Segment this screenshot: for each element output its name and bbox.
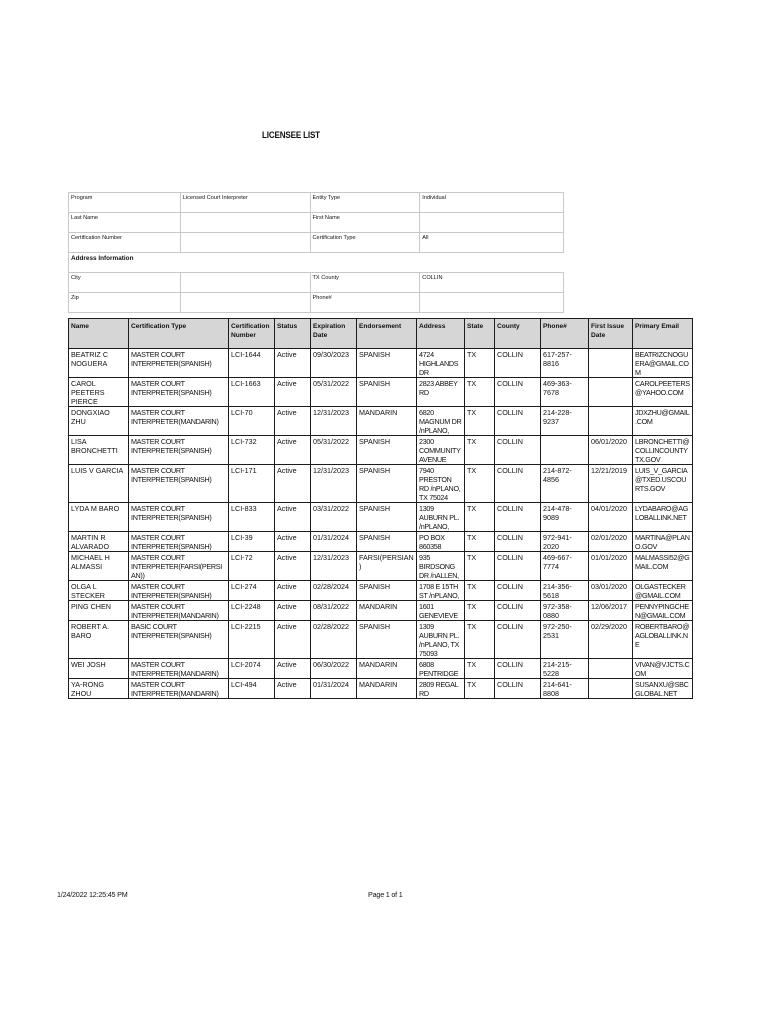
table-row — [69, 503, 693, 532]
endorsement-cell: FARSI(PERSIAN) — [357, 552, 417, 581]
expiration-date-cell: 02/28/2022 — [311, 621, 357, 659]
phone-cell — [541, 436, 589, 465]
expiration-date-cell: 06/30/2022 — [311, 659, 357, 679]
address-cell: 1601 GENEVIEVE — [417, 601, 465, 621]
certification-number-cell: LCI-1644 — [229, 349, 275, 378]
first-issue-date-cell — [589, 407, 633, 436]
state-cell: TX — [465, 532, 495, 552]
status-cell: Active — [275, 465, 311, 503]
col-header-expiration-date: Expiration Date — [311, 319, 357, 349]
tx-county-value: COLLIN — [420, 273, 564, 293]
address-cell: 2809 REGAL RD — [417, 679, 465, 699]
first-name-label: First Name — [310, 213, 420, 233]
certification-number-cell: LCI-274 — [229, 581, 275, 601]
certification-type-cell: MASTER COURT INTERPRETER(SPANISH) — [129, 581, 229, 601]
county-cell: COLLIN — [495, 532, 541, 552]
county-cell: COLLIN — [495, 378, 541, 407]
address-cell: 6808 PENTRIDGE — [417, 659, 465, 679]
primary-email-cell: SUSANXU@SBCGLOBAL.NET — [633, 679, 693, 699]
certification-type-cell: MASTER COURT INTERPRETER(MANDARIN) — [129, 407, 229, 436]
name-cell: MARTIN R ALVARADO — [69, 532, 129, 552]
licensee-table-body — [69, 349, 693, 699]
state-cell: TX — [465, 659, 495, 679]
last-name-value — [180, 213, 310, 233]
phone-value — [420, 293, 564, 313]
endorsement-cell: SPANISH — [357, 436, 417, 465]
certification-number-cell: LCI-2215 — [229, 621, 275, 659]
county-cell: COLLIN — [495, 465, 541, 503]
expiration-date-cell: 08/31/2022 — [311, 601, 357, 621]
cert-number-value — [180, 233, 310, 253]
state-cell: TX — [465, 601, 495, 621]
phone-label: Phone# — [310, 293, 420, 313]
expiration-date-cell: 12/31/2023 — [311, 407, 357, 436]
primary-email-cell: LUIS_V_GARCIA@TXED.USCOURTS.GOV — [633, 465, 693, 503]
address-cell: 1309 AUBURN PL. /nPLANO, — [417, 503, 465, 532]
certification-number-cell: LCI-70 — [229, 407, 275, 436]
certification-type-cell: MASTER COURT INTERPRETER(SPANISH) — [129, 378, 229, 407]
address-cell: 7940 PRESTON RD /nPLANO, TX 75024 — [417, 465, 465, 503]
first-issue-date-cell — [589, 349, 633, 378]
status-cell: Active — [275, 659, 311, 679]
first-name-value — [420, 213, 564, 233]
zip-value — [180, 293, 310, 313]
phone-cell: 469-363-7678 — [541, 378, 589, 407]
state-cell: TX — [465, 503, 495, 532]
name-cell: MICHAEL H ALMASSI — [69, 552, 129, 581]
table-row — [69, 621, 693, 659]
state-cell: TX — [465, 621, 495, 659]
cert-type-value: All — [420, 233, 564, 253]
name-cell: CAROL PEETERS PIERCE — [69, 378, 129, 407]
status-cell: Active — [275, 349, 311, 378]
primary-email-cell: CAROLPEETERS@YAHOO.COM — [633, 378, 693, 407]
primary-email-cell: VIVAN@VJCTS.COM — [633, 659, 693, 679]
cert-type-label: Certification Type — [310, 233, 420, 253]
state-cell: TX — [465, 465, 495, 503]
first-issue-date-cell: 02/29/2020 — [589, 621, 633, 659]
col-header-status: Status — [275, 319, 311, 349]
county-cell: COLLIN — [495, 503, 541, 532]
first-issue-date-cell: 06/01/2020 — [589, 436, 633, 465]
phone-cell: 214-872-4856 — [541, 465, 589, 503]
col-header-name: Name — [69, 319, 129, 349]
col-header-phone: Phone# — [541, 319, 589, 349]
status-cell: Active — [275, 581, 311, 601]
address-cell: PO BOX 860358 — [417, 532, 465, 552]
endorsement-cell: SPANISH — [357, 378, 417, 407]
primary-email-cell: MARTINA@PLANO.GOV — [633, 532, 693, 552]
criteria-row-city — [69, 273, 564, 293]
certification-type-cell: BASIC COURT INTERPRETER(SPANISH) — [129, 621, 229, 659]
expiration-date-cell: 05/31/2022 — [311, 436, 357, 465]
address-cell: 6820 MAGNUM DR /nPLANO, — [417, 407, 465, 436]
expiration-date-cell: 12/31/2023 — [311, 465, 357, 503]
primary-email-cell: ROBERTBARO@AGLOBALLINK.NE — [633, 621, 693, 659]
col-header-endorsement: Endorsement — [357, 319, 417, 349]
table-row — [69, 601, 693, 621]
name-cell: YA-RONG ZHOU — [69, 679, 129, 699]
county-cell: COLLIN — [495, 621, 541, 659]
county-cell: COLLIN — [495, 679, 541, 699]
state-cell: TX — [465, 552, 495, 581]
endorsement-cell: SPANISH — [357, 465, 417, 503]
phone-cell: 214-641-8808 — [541, 679, 589, 699]
endorsement-cell: MANDARIN — [357, 601, 417, 621]
expiration-date-cell: 01/31/2024 — [311, 532, 357, 552]
county-cell: COLLIN — [495, 601, 541, 621]
first-issue-date-cell — [589, 378, 633, 407]
address-section-heading: Address Information — [69, 253, 564, 273]
expiration-date-cell: 03/31/2022 — [311, 503, 357, 532]
licensee-table — [68, 318, 693, 699]
status-cell: Active — [275, 378, 311, 407]
primary-email-cell: BEATRIZCNOGUERA@GMAIL.COM — [633, 349, 693, 378]
city-value — [180, 273, 310, 293]
phone-cell: 972-941-2020 — [541, 532, 589, 552]
endorsement-cell: SPANISH — [357, 581, 417, 601]
endorsement-cell: MANDARIN — [357, 659, 417, 679]
entity-type-value: Individual — [420, 193, 564, 213]
state-cell: TX — [465, 679, 495, 699]
name-cell: LUIS V GARCIA — [69, 465, 129, 503]
county-cell: COLLIN — [495, 349, 541, 378]
name-cell: PING CHEN — [69, 601, 129, 621]
name-cell: LYDA M BARO — [69, 503, 129, 532]
last-name-label: Last Name — [69, 213, 181, 233]
city-label: City — [69, 273, 181, 293]
status-cell: Active — [275, 679, 311, 699]
address-cell: 2823 ABBEY RD — [417, 378, 465, 407]
certification-type-cell: MASTER COURT INTERPRETER(MANDARIN) — [129, 679, 229, 699]
status-cell: Active — [275, 532, 311, 552]
state-cell: TX — [465, 407, 495, 436]
certification-type-cell: MASTER COURT INTERPRETER(SPANISH) — [129, 465, 229, 503]
certification-number-cell: LCI-2074 — [229, 659, 275, 679]
expiration-date-cell: 09/30/2023 — [311, 349, 357, 378]
primary-email-cell: OLGASTECKER@GMAIL.COM — [633, 581, 693, 601]
status-cell: Active — [275, 552, 311, 581]
expiration-date-cell: 01/31/2024 — [311, 679, 357, 699]
state-cell: TX — [465, 581, 495, 601]
certification-number-cell: LCI-833 — [229, 503, 275, 532]
zip-label: Zip — [69, 293, 181, 313]
criteria-row-address-heading — [69, 253, 564, 273]
certification-type-cell: MASTER COURT INTERPRETER(MANDARIN) — [129, 601, 229, 621]
table-header-row — [69, 319, 693, 349]
primary-email-cell: JDXZHU@GMAIL.COM — [633, 407, 693, 436]
county-cell: COLLIN — [495, 552, 541, 581]
endorsement-cell: SPANISH — [357, 349, 417, 378]
entity-type-label: Entity Type — [310, 193, 420, 213]
first-issue-date-cell: 12/06/2017 — [589, 601, 633, 621]
certification-number-cell: LCI-1663 — [229, 378, 275, 407]
expiration-date-cell: 02/28/2024 — [311, 581, 357, 601]
status-cell: Active — [275, 503, 311, 532]
criteria-row-certification — [69, 233, 564, 253]
first-issue-date-cell: 04/01/2020 — [589, 503, 633, 532]
certification-type-cell: MASTER COURT INTERPRETER(FARSI(PERSIAN)) — [129, 552, 229, 581]
address-cell: 1708 E 15TH ST /nPLANO, — [417, 581, 465, 601]
name-cell: OLGA L STECKER — [69, 581, 129, 601]
endorsement-cell: SPANISH — [357, 621, 417, 659]
state-cell: TX — [465, 349, 495, 378]
county-cell: COLLIN — [495, 581, 541, 601]
phone-cell: 214-228-9237 — [541, 407, 589, 436]
table-row — [69, 378, 693, 407]
certification-type-cell: MASTER COURT INTERPRETER(SPANISH) — [129, 436, 229, 465]
table-row — [69, 465, 693, 503]
criteria-row-name — [69, 213, 564, 233]
col-header-county: County — [495, 319, 541, 349]
certification-type-cell: MASTER COURT INTERPRETER(MANDARIN) — [129, 659, 229, 679]
program-value: Licensed Court Interpreter — [180, 193, 310, 213]
phone-cell: 972-358-0880 — [541, 601, 589, 621]
table-row — [69, 436, 693, 465]
table-row — [69, 659, 693, 679]
name-cell: LISA BRONCHETTI — [69, 436, 129, 465]
phone-cell: 214-215-5228 — [541, 659, 589, 679]
certification-type-cell: MASTER COURT INTERPRETER(SPANISH) — [129, 349, 229, 378]
state-cell: TX — [465, 436, 495, 465]
col-header-certification-type: Certification Type — [129, 319, 229, 349]
status-cell: Active — [275, 621, 311, 659]
name-cell: ROBERT A. BARO — [69, 621, 129, 659]
search-criteria-table — [68, 192, 564, 313]
first-issue-date-cell — [589, 659, 633, 679]
county-cell: COLLIN — [495, 436, 541, 465]
phone-cell: 469-667-7774 — [541, 552, 589, 581]
certification-number-cell: LCI-171 — [229, 465, 275, 503]
certification-type-cell: MASTER COURT INTERPRETER(SPANISH) — [129, 532, 229, 552]
col-header-state: State — [465, 319, 495, 349]
certification-number-cell: LCI-39 — [229, 532, 275, 552]
address-cell: 4724 HIGHLANDS DR — [417, 349, 465, 378]
county-cell: COLLIN — [495, 659, 541, 679]
status-cell: Active — [275, 436, 311, 465]
expiration-date-cell: 12/31/2023 — [311, 552, 357, 581]
endorsement-cell: MANDARIN — [357, 679, 417, 699]
phone-cell: 214-356-5618 — [541, 581, 589, 601]
name-cell: WEI JOSH — [69, 659, 129, 679]
name-cell: BEATRIZ C NOGUERA — [69, 349, 129, 378]
address-cell: 1309 AUBURN PL. /nPLANO, TX 75093 — [417, 621, 465, 659]
address-cell: 2300 COMMUNITY AVENUE — [417, 436, 465, 465]
certification-type-cell: MASTER COURT INTERPRETER(SPANISH) — [129, 503, 229, 532]
status-cell: Active — [275, 407, 311, 436]
footer-timestamp: 1/24/2022 12:25:45 PM — [57, 890, 128, 899]
table-row — [69, 581, 693, 601]
first-issue-date-cell: 03/01/2020 — [589, 581, 633, 601]
table-row — [69, 407, 693, 436]
phone-cell: 214-478-9089 — [541, 503, 589, 532]
phone-cell: 972-250-2531 — [541, 621, 589, 659]
report-title: LICENSEE LIST — [262, 130, 320, 141]
program-label: Program — [69, 193, 181, 213]
certification-number-cell: LCI-732 — [229, 436, 275, 465]
certification-number-cell: LCI-2248 — [229, 601, 275, 621]
cert-number-label: Certification Number — [69, 233, 181, 253]
first-issue-date-cell: 02/01/2020 — [589, 532, 633, 552]
endorsement-cell: SPANISH — [357, 532, 417, 552]
address-cell: 935 BIRDSONG DR /nALLEN, — [417, 552, 465, 581]
primary-email-cell: LYDABARO@AGLOBALLINK.NET — [633, 503, 693, 532]
county-cell: COLLIN — [495, 407, 541, 436]
criteria-row-zip — [69, 293, 564, 313]
col-header-certification-number: Certification Number — [229, 319, 275, 349]
col-header-primary-email: Primary Email — [633, 319, 693, 349]
table-row — [69, 532, 693, 552]
state-cell: TX — [465, 378, 495, 407]
primary-email-cell: PENNYPINGCHEN@GMAIL.COM — [633, 601, 693, 621]
name-cell: DONGXIAO ZHU — [69, 407, 129, 436]
first-issue-date-cell: 01/01/2020 — [589, 552, 633, 581]
col-header-address: Address — [417, 319, 465, 349]
endorsement-cell: SPANISH — [357, 503, 417, 532]
certification-number-cell: LCI-494 — [229, 679, 275, 699]
table-row — [69, 552, 693, 581]
primary-email-cell: MALMASSI52@GMAIL.COM — [633, 552, 693, 581]
endorsement-cell: MANDARIN — [357, 407, 417, 436]
table-row — [69, 349, 693, 378]
criteria-row-program — [69, 193, 564, 213]
col-header-first-issue-date: First Issue Date — [589, 319, 633, 349]
status-cell: Active — [275, 601, 311, 621]
footer-page-number: Page 1 of 1 — [368, 890, 403, 899]
first-issue-date-cell: 12/21/2019 — [589, 465, 633, 503]
certification-number-cell: LCI-72 — [229, 552, 275, 581]
tx-county-label: TX County — [310, 273, 420, 293]
phone-cell: 617-257-8816 — [541, 349, 589, 378]
first-issue-date-cell — [589, 679, 633, 699]
expiration-date-cell: 05/31/2022 — [311, 378, 357, 407]
table-row — [69, 679, 693, 699]
primary-email-cell: LBRONCHETTI@COLLINCOUNTYTX.GOV — [633, 436, 693, 465]
